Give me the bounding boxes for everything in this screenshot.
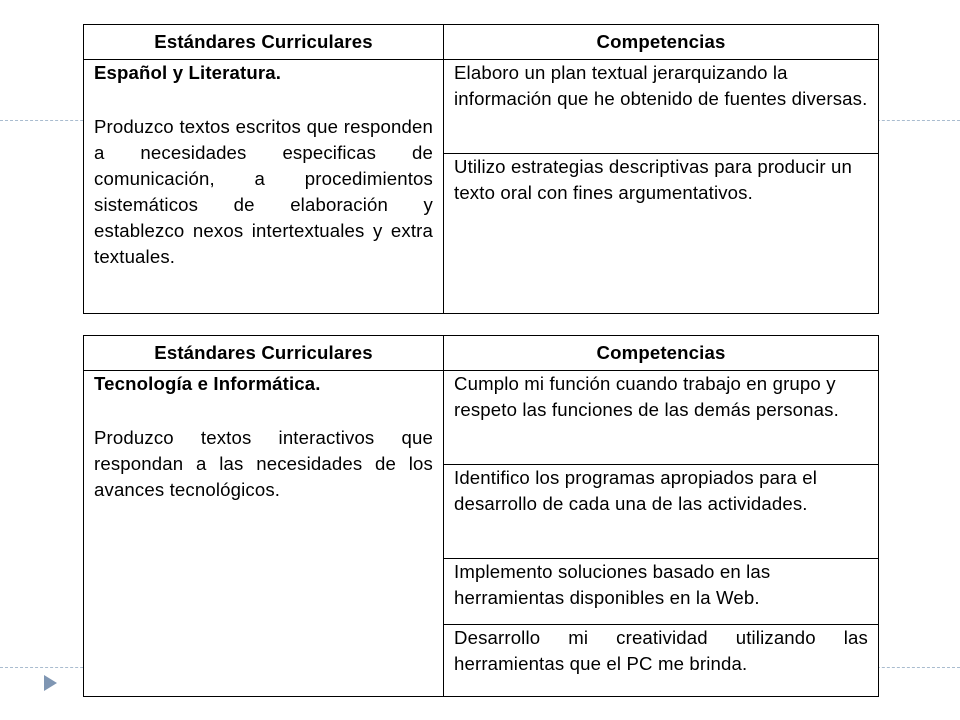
table-row [84,60,879,154]
competency-cell: Cumplo mi función cuando trabajo en grupo y respeto las funciones de las demás personas. [444,371,879,465]
standard-text: Produzco textos escritos que responden a necesidades especificas de comunicación, a procedimientos sistemáticos de elaboración y establezco nexos intertextuales y extra textuales. [94,116,433,267]
competency-cell: Utilizo estrategias descriptivas para producir un texto oral con fines argumentativos. [444,154,879,314]
header-competencies: Competencias [444,25,879,60]
table-header-row [84,25,879,60]
standard-cell [84,60,444,314]
subject-title: Tecnología e Informática. [94,373,321,394]
header-standards: Estándares Curriculares [84,336,444,371]
table-row [84,371,879,465]
header-competencies: Competencias [444,336,879,371]
competency-cell: Desarrollo mi creatividad utilizando las herramientas que el PC me brinda. [444,625,879,697]
competency-cell: Implemento soluciones basado en las herramientas disponibles en la Web. [444,559,879,625]
curriculum-table-spanish [83,24,879,314]
curriculum-table-technology [83,335,879,697]
table-header-row [84,336,879,371]
header-standards: Estándares Curriculares [84,25,444,60]
standard-text: Produzco textos interactivos que respondan a las necesidades de los avances tecnológicos. [94,427,433,500]
competency-cell: Elaboro un plan textual jerarquizando la información que he obtenido de fuentes diversas. [444,60,879,154]
bullet-triangle-icon [44,675,57,691]
subject-title: Español y Literatura. [94,62,282,83]
competency-cell: Identifico los programas apropiados para el desarrollo de cada una de las actividades. [444,465,879,559]
standard-cell [84,371,444,697]
